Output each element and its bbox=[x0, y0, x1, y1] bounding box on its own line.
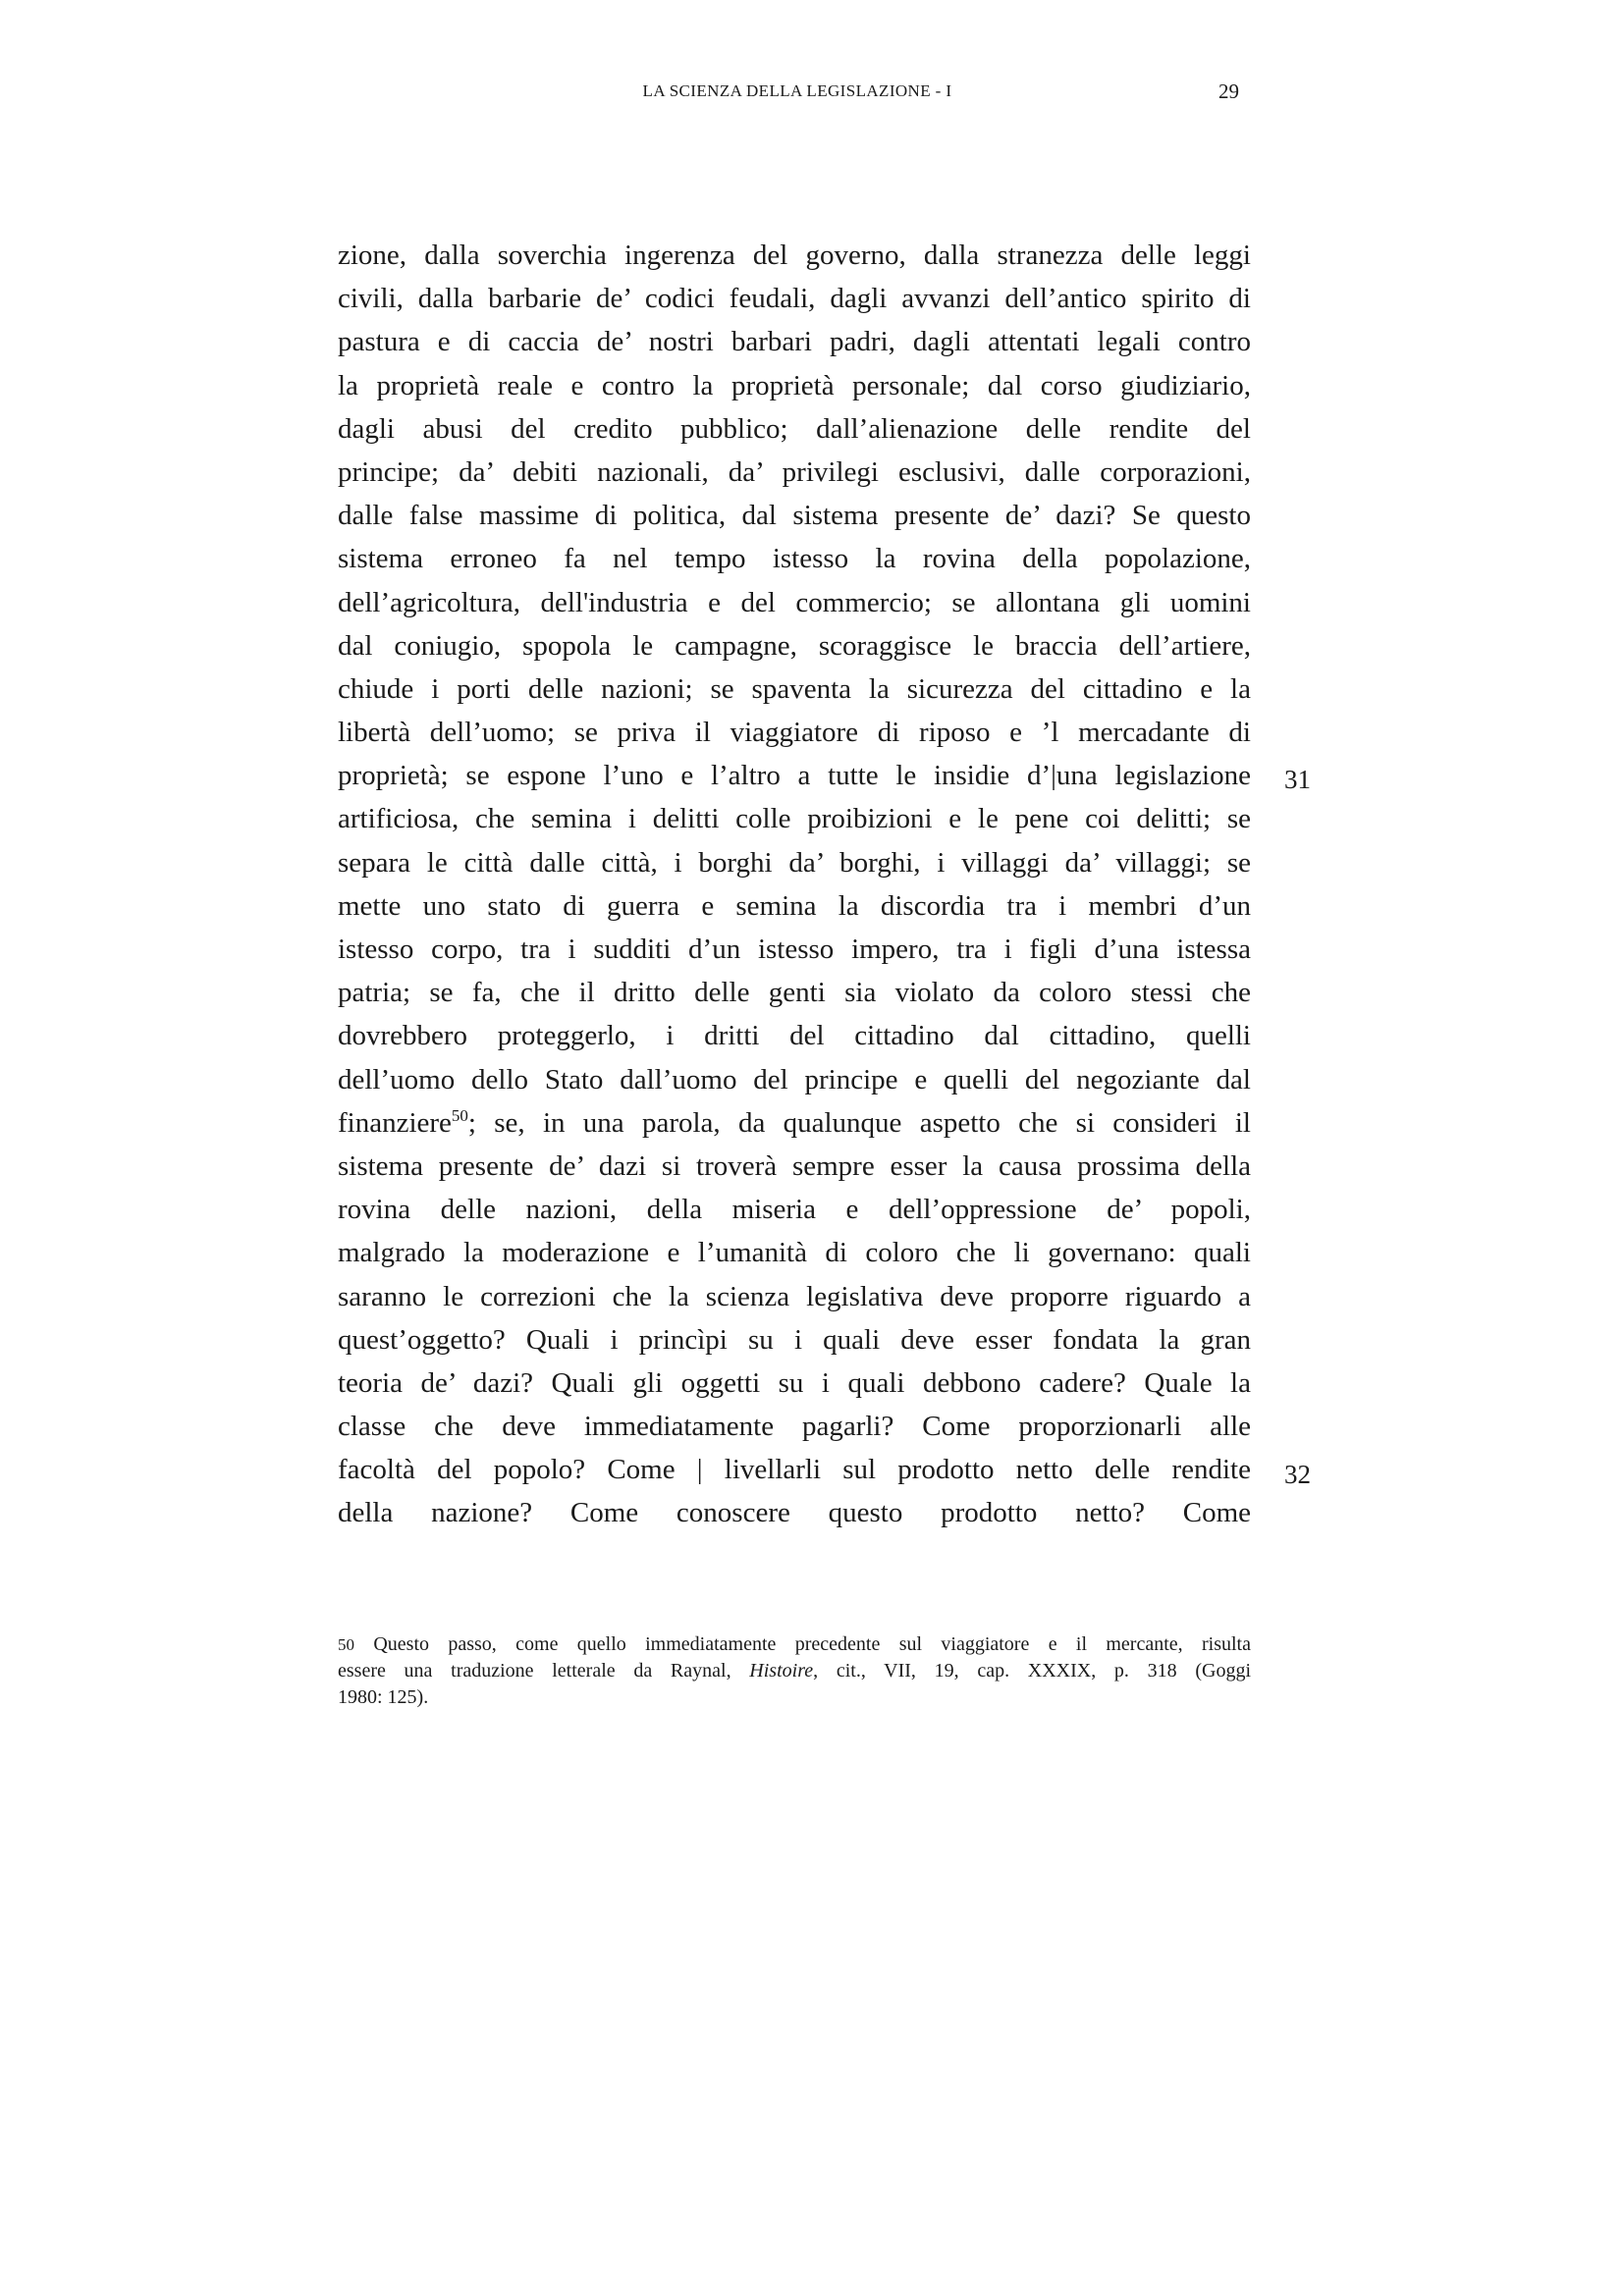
footnote-line: 1980: 125). bbox=[338, 1686, 429, 1708]
text-line: libertà dell’uomo; se priva il viaggiatore di riposo e ’l mercadante di bbox=[338, 717, 1251, 749]
text-line: dagli abusi del credito pubblico; dall’alienazione delle rendite del bbox=[338, 412, 1251, 445]
text-line: sistema erroneo fa nel tempo istesso la rovina della popolazione, bbox=[338, 543, 1251, 575]
body-text bbox=[338, 234, 1251, 1535]
footnote-line bbox=[338, 1658, 1251, 1684]
text-line: teoria de’ dazi? Quali gli oggetti su i quali debbono cadere? Quale la bbox=[338, 1366, 1251, 1399]
text-line: istesso corpo, tra i sudditi d’un istesso impero, tra i figli d’una istessa bbox=[338, 934, 1251, 965]
page-number: 29 bbox=[1218, 80, 1239, 103]
text-line: quest’oggetto? Quali i princìpi su i quali deve esser fondata la gran bbox=[338, 1323, 1251, 1356]
text-line: chiude i porti delle nazioni; se spaventa la sicurezza del cittadino e la bbox=[338, 672, 1251, 705]
running-head bbox=[338, 77, 1257, 106]
text-line: facoltà del popolo? Come | livellarli sul prodotto netto delle rendite bbox=[338, 1454, 1251, 1486]
footnote-text: Questo passo, come quello immediatamente precedente sul viaggiatore e il mercante, risulta bbox=[354, 1633, 1251, 1655]
margin-page-number-32: 32 bbox=[1284, 1460, 1311, 1489]
text-fragment: finanziere bbox=[338, 1106, 452, 1139]
text-line: malgrado la moderazione e l’umanità di coloro che li governano: quali bbox=[338, 1237, 1251, 1269]
text-line: dovrebbero proteggerlo, i dritti del cittadino dal cittadino, quelli bbox=[338, 1020, 1251, 1052]
text-line: separa le città dalle città, i borghi da’ borghi, i villaggi da’ villaggi; se bbox=[338, 846, 1251, 879]
text-line: dell’uomo dello Stato dall’uomo del principe e quelli del negoziante dal bbox=[338, 1063, 1251, 1095]
footnote-line bbox=[338, 1631, 1251, 1658]
text-fragment: ; se, in una parola, da qualunque aspetto che si consideri il bbox=[467, 1106, 1251, 1139]
footnote-italic-title: Histoire bbox=[749, 1660, 814, 1682]
text-line: saranno le correzioni che la scienza legislativa deve proporre riguardo a bbox=[338, 1280, 1251, 1312]
footnote-text: , cit., VII, 19, cap. XXXIX, p. 318 (Goggi bbox=[813, 1660, 1251, 1682]
text-line: zione, dalla soverchia ingerenza del governo, dalla stranezza delle leggi bbox=[338, 240, 1251, 271]
text-line: principe; da’ debiti nazionali, da’ privilegi esclusivi, dalle corporazioni, bbox=[338, 455, 1251, 488]
margin-page-number-31: 31 bbox=[1284, 765, 1311, 794]
text-line: artificiosa, che semina i delitti colle proibizioni e le pene coi delitti; se bbox=[338, 803, 1251, 835]
text-line: della nazione? Come conoscere questo prodotto netto? Come bbox=[338, 1497, 1251, 1529]
running-title: LA SCIENZA DELLA LEGISLAZIONE - I bbox=[642, 81, 952, 100]
text-line: dell’agricoltura, dell'industria e del commercio; se allontana gli uomini bbox=[338, 586, 1251, 618]
text-line: pastura e di caccia de’ nostri barbari padri, dagli attentati legali contro bbox=[338, 326, 1251, 358]
text-line: proprietà; se espone l’uno e l’altro a tutte le insidie d’|una legislazione bbox=[338, 760, 1251, 792]
footnote-block bbox=[338, 1631, 1251, 1711]
footnote-reference[interactable]: 50 bbox=[451, 1105, 468, 1125]
text-line: dalle false massime di politica, dal sistema presente de’ dazi? Se questo bbox=[338, 500, 1251, 532]
text-line: rovina delle nazioni, della miseria e dell’oppressione de’ popoli, bbox=[338, 1194, 1251, 1226]
text-line: classe che deve immediatamente pagarli? Come proporzionarli alle bbox=[338, 1411, 1251, 1443]
text-line: dal coniugio, spopola le campagne, scoraggisce le braccia dell’artiere, bbox=[338, 629, 1251, 662]
text-line: patria; se fa, che il dritto delle genti sia violato da coloro stessi che bbox=[338, 977, 1251, 1009]
text-line: mette uno stato di guerra e semina la discordia tra i membri d’un bbox=[338, 889, 1251, 922]
text-line-with-footnote-ref bbox=[338, 1101, 1251, 1145]
text-line: sistema presente de’ dazi si troverà sempre esser la causa prossima della bbox=[338, 1149, 1251, 1182]
footnote-text: essere una traduzione letterale da Raynal, bbox=[338, 1660, 750, 1682]
text-line: la proprietà reale e contro la proprietà personale; dal corso giudiziario, bbox=[338, 369, 1251, 401]
text-line: civili, dalla barbarie de’ codici feudali, dagli avvanzi dell’antico spirito di bbox=[338, 283, 1251, 315]
footnote-number: 50 bbox=[338, 1635, 354, 1654]
